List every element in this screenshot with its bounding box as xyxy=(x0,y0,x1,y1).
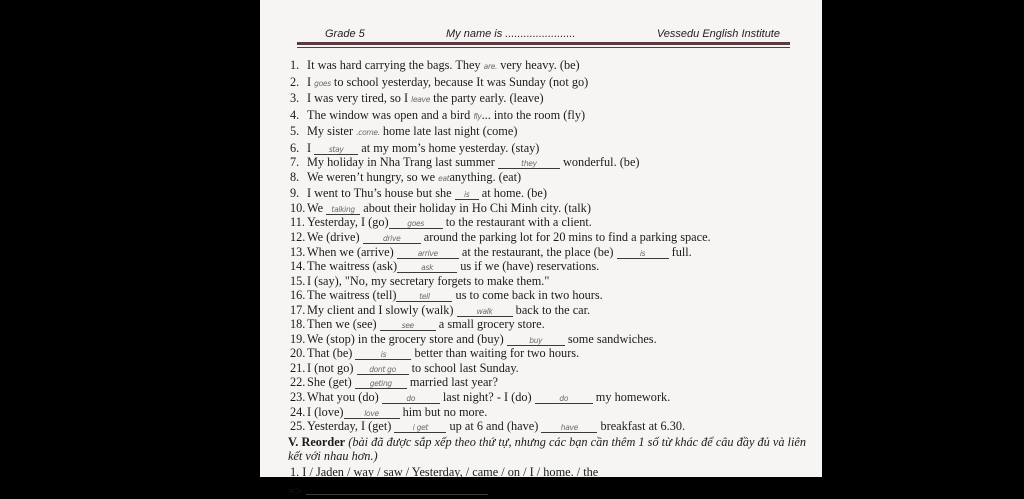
typed-text: It was hard carrying the bags. They xyxy=(307,58,484,72)
typed-text: What you (do) xyxy=(307,390,382,405)
typed-text: She (get) xyxy=(307,375,355,390)
handwritten-answer-on-blank: talking xyxy=(326,205,360,215)
list-item xyxy=(290,58,804,75)
handwritten-answer-on-blank: is xyxy=(617,249,669,259)
item-number: 9. xyxy=(290,186,300,201)
handwritten-answer-on-blank: buy xyxy=(507,336,565,346)
item-number: 24. xyxy=(290,404,306,419)
list-item xyxy=(290,259,804,274)
typed-text: married last year? xyxy=(406,375,498,390)
handwritten-answer-on-blank: i get xyxy=(394,423,446,433)
item-number: 10. xyxy=(290,200,306,215)
handwritten-answer: goes xyxy=(314,78,331,88)
reorder-section-title: V. Reorder xyxy=(288,434,346,449)
typed-text: at my mom’s home yesterday. (stay) xyxy=(358,140,540,155)
item-number: 2. xyxy=(290,74,300,89)
list-item xyxy=(290,346,804,361)
header-grade: Grade 5 xyxy=(325,28,365,40)
reorder-item-1: 1. I / Jaden / way / saw / Yesterday, / came / on / I / home. / the xyxy=(290,465,599,480)
item-number: 13. xyxy=(290,244,306,259)
typed-text: very heavy. (be) xyxy=(497,58,580,72)
handwritten-answer-on-blank: do xyxy=(535,394,593,404)
typed-text: My holiday in Nha Trang last summer xyxy=(307,155,498,170)
handwritten-answer-on-blank: dont go xyxy=(357,365,409,375)
typed-text: I xyxy=(307,140,315,155)
list-item xyxy=(290,419,804,434)
list-item xyxy=(290,317,804,332)
list-item xyxy=(290,124,804,141)
item-number: 17. xyxy=(290,302,306,317)
list-item xyxy=(290,405,804,420)
handwritten-answer-on-blank: do xyxy=(382,394,440,404)
arrow-label: => xyxy=(288,484,302,499)
typed-text: last night? - I (do) xyxy=(439,390,535,405)
typed-text: My sister xyxy=(307,124,357,139)
item-number: 25. xyxy=(290,419,306,434)
list-item xyxy=(290,274,804,289)
typed-text: I xyxy=(307,74,315,89)
item-number: 15. xyxy=(290,273,306,288)
handwritten-answer-on-blank: love xyxy=(344,409,400,419)
typed-text: We (stop) in the grocery store and (buy) xyxy=(307,331,507,346)
typed-text: Yesterday, I (get) xyxy=(307,419,395,434)
typed-text: about their holiday in Ho Chi Minh city. (talk) xyxy=(360,200,591,215)
header-rule xyxy=(297,42,790,48)
typed-text: him but no more. xyxy=(399,404,488,419)
item-number: 20. xyxy=(290,346,306,361)
list-item xyxy=(290,186,804,201)
item-number: 12. xyxy=(290,230,306,245)
typed-text: to the restaurant with a client. xyxy=(442,215,592,230)
handwritten-answer-on-blank: is xyxy=(455,190,479,200)
answer-row xyxy=(288,482,808,499)
list-item xyxy=(290,332,804,347)
item-number: 22. xyxy=(290,375,306,390)
typed-text: to school last Sunday. xyxy=(408,360,519,375)
typed-text: some sandwiches. xyxy=(564,331,657,346)
typed-text: I (love) xyxy=(307,404,344,419)
typed-text: The waitress (ask) xyxy=(307,259,398,274)
typed-text: us if we (have) reservations. xyxy=(457,259,600,274)
item-number: 18. xyxy=(290,317,306,332)
header-institute: Vessedu English Institute xyxy=(656,28,780,40)
list-item xyxy=(290,170,804,187)
list-item xyxy=(290,230,804,245)
list-item xyxy=(290,288,804,303)
typed-text: The window was open and a bird xyxy=(307,107,474,122)
typed-text: my homework. xyxy=(592,390,671,405)
list-item xyxy=(290,390,804,405)
exercise-list xyxy=(290,58,804,434)
typed-text: the party early. (leave) xyxy=(430,91,544,106)
typed-text: at the restaurant, the place (be) xyxy=(458,244,617,259)
list-item xyxy=(290,375,804,390)
list-item xyxy=(290,155,804,170)
typed-text: Then we (see) xyxy=(307,317,380,332)
item-number: 5. xyxy=(290,124,300,139)
item-number: 7. xyxy=(290,155,300,170)
list-item xyxy=(290,245,804,260)
typed-text: home late last night (come) xyxy=(379,124,518,139)
handwritten-answer-on-blank: walk xyxy=(457,307,513,317)
item-number: 6. xyxy=(290,140,300,155)
typed-text: better than waiting for two hours. xyxy=(411,346,580,361)
item-number: 21. xyxy=(290,360,306,375)
item-number: 8. xyxy=(290,169,300,184)
list-item xyxy=(290,91,804,108)
typed-text: We weren’t hungry, so we xyxy=(307,169,439,184)
typed-text: up at 6 and (have) xyxy=(446,419,542,434)
list-item xyxy=(290,361,804,376)
handwritten-answer-on-blank: have xyxy=(541,423,597,433)
item-number: 3. xyxy=(290,91,300,106)
typed-text: around the parking lot for 20 mins to find a parking space. xyxy=(420,230,711,245)
list-item xyxy=(290,201,804,216)
list-item xyxy=(290,108,804,125)
handwritten-answer: are. xyxy=(483,62,498,71)
reorder-section-heading xyxy=(288,435,808,465)
typed-text: us to come back in two hours. xyxy=(452,288,603,303)
item-number: 23. xyxy=(290,390,306,405)
handwritten-answer-on-blank: drive xyxy=(363,234,421,244)
list-item xyxy=(290,75,804,92)
typed-text: Yesterday, I (go) xyxy=(307,215,389,230)
list-item xyxy=(290,141,804,156)
item-number: 4. xyxy=(290,107,300,122)
item-number: 1. xyxy=(290,58,300,72)
reorder-section-instructions: (bài đã được sắp xếp theo thứ tự, nhưng các bạn cần thêm 1 số từ khác để câu đầy đủ và liên kết với nhau hơn.) xyxy=(288,434,806,464)
handwritten-answer: .come. xyxy=(356,128,380,138)
handwritten-answer: eat xyxy=(438,173,450,183)
typed-text: to school yesterday, because It was Sunday (not go) xyxy=(330,74,589,89)
handwritten-answer-on-blank: is xyxy=(355,350,411,360)
handwritten-answer-on-blank: geting xyxy=(355,379,407,389)
typed-text: When we (arrive) xyxy=(307,244,397,259)
handwritten-answer-on-blank: goes xyxy=(389,219,443,229)
typed-text: back to the car. xyxy=(512,302,591,317)
answer-blank-line xyxy=(306,482,488,495)
item-number: 14. xyxy=(290,259,306,274)
typed-text: I went to Thu’s house but she xyxy=(307,186,455,201)
typed-text: ... into the room (fly) xyxy=(481,107,586,122)
typed-text: We (drive) xyxy=(307,230,363,245)
typed-text: full. xyxy=(668,244,692,259)
header-name-label: My name is ....................... xyxy=(446,28,576,40)
typed-text: I (not go) xyxy=(307,360,357,375)
typed-text: anything. (eat) xyxy=(449,169,522,184)
handwritten-answer-on-blank: they xyxy=(498,159,560,169)
handwritten-answer-on-blank: tell xyxy=(396,292,452,302)
list-item xyxy=(290,303,804,318)
item-number: 11. xyxy=(290,215,305,230)
handwritten-answer-on-blank: stay xyxy=(314,145,358,155)
list-item xyxy=(290,215,804,230)
handwritten-answer-on-blank: arrive xyxy=(397,249,459,259)
typed-text: My client and I slowly (walk) xyxy=(307,302,457,317)
typed-text: a small grocery store. xyxy=(435,317,545,332)
typed-text: I was very tired, so I xyxy=(307,91,412,106)
typed-text: We xyxy=(307,200,327,215)
typed-text: The waitress (tell) xyxy=(307,288,397,303)
handwritten-answer: leave xyxy=(411,95,431,105)
typed-text: breakfast at 6.30. xyxy=(597,419,686,434)
typed-text: That (be) xyxy=(307,346,356,361)
handwritten-answer: fly xyxy=(473,111,482,121)
handwritten-answer-on-blank: see xyxy=(380,321,436,331)
handwritten-answer-on-blank: ask xyxy=(397,263,457,273)
typed-text: I (say), "No, my secretary forgets to make them." xyxy=(307,273,550,288)
page-header xyxy=(297,28,790,48)
item-number: 16. xyxy=(290,288,306,303)
typed-text: at home. (be) xyxy=(478,186,547,201)
worksheet-page xyxy=(260,0,822,499)
typed-text: wonderful. (be) xyxy=(559,155,640,170)
item-number: 19. xyxy=(290,331,306,346)
